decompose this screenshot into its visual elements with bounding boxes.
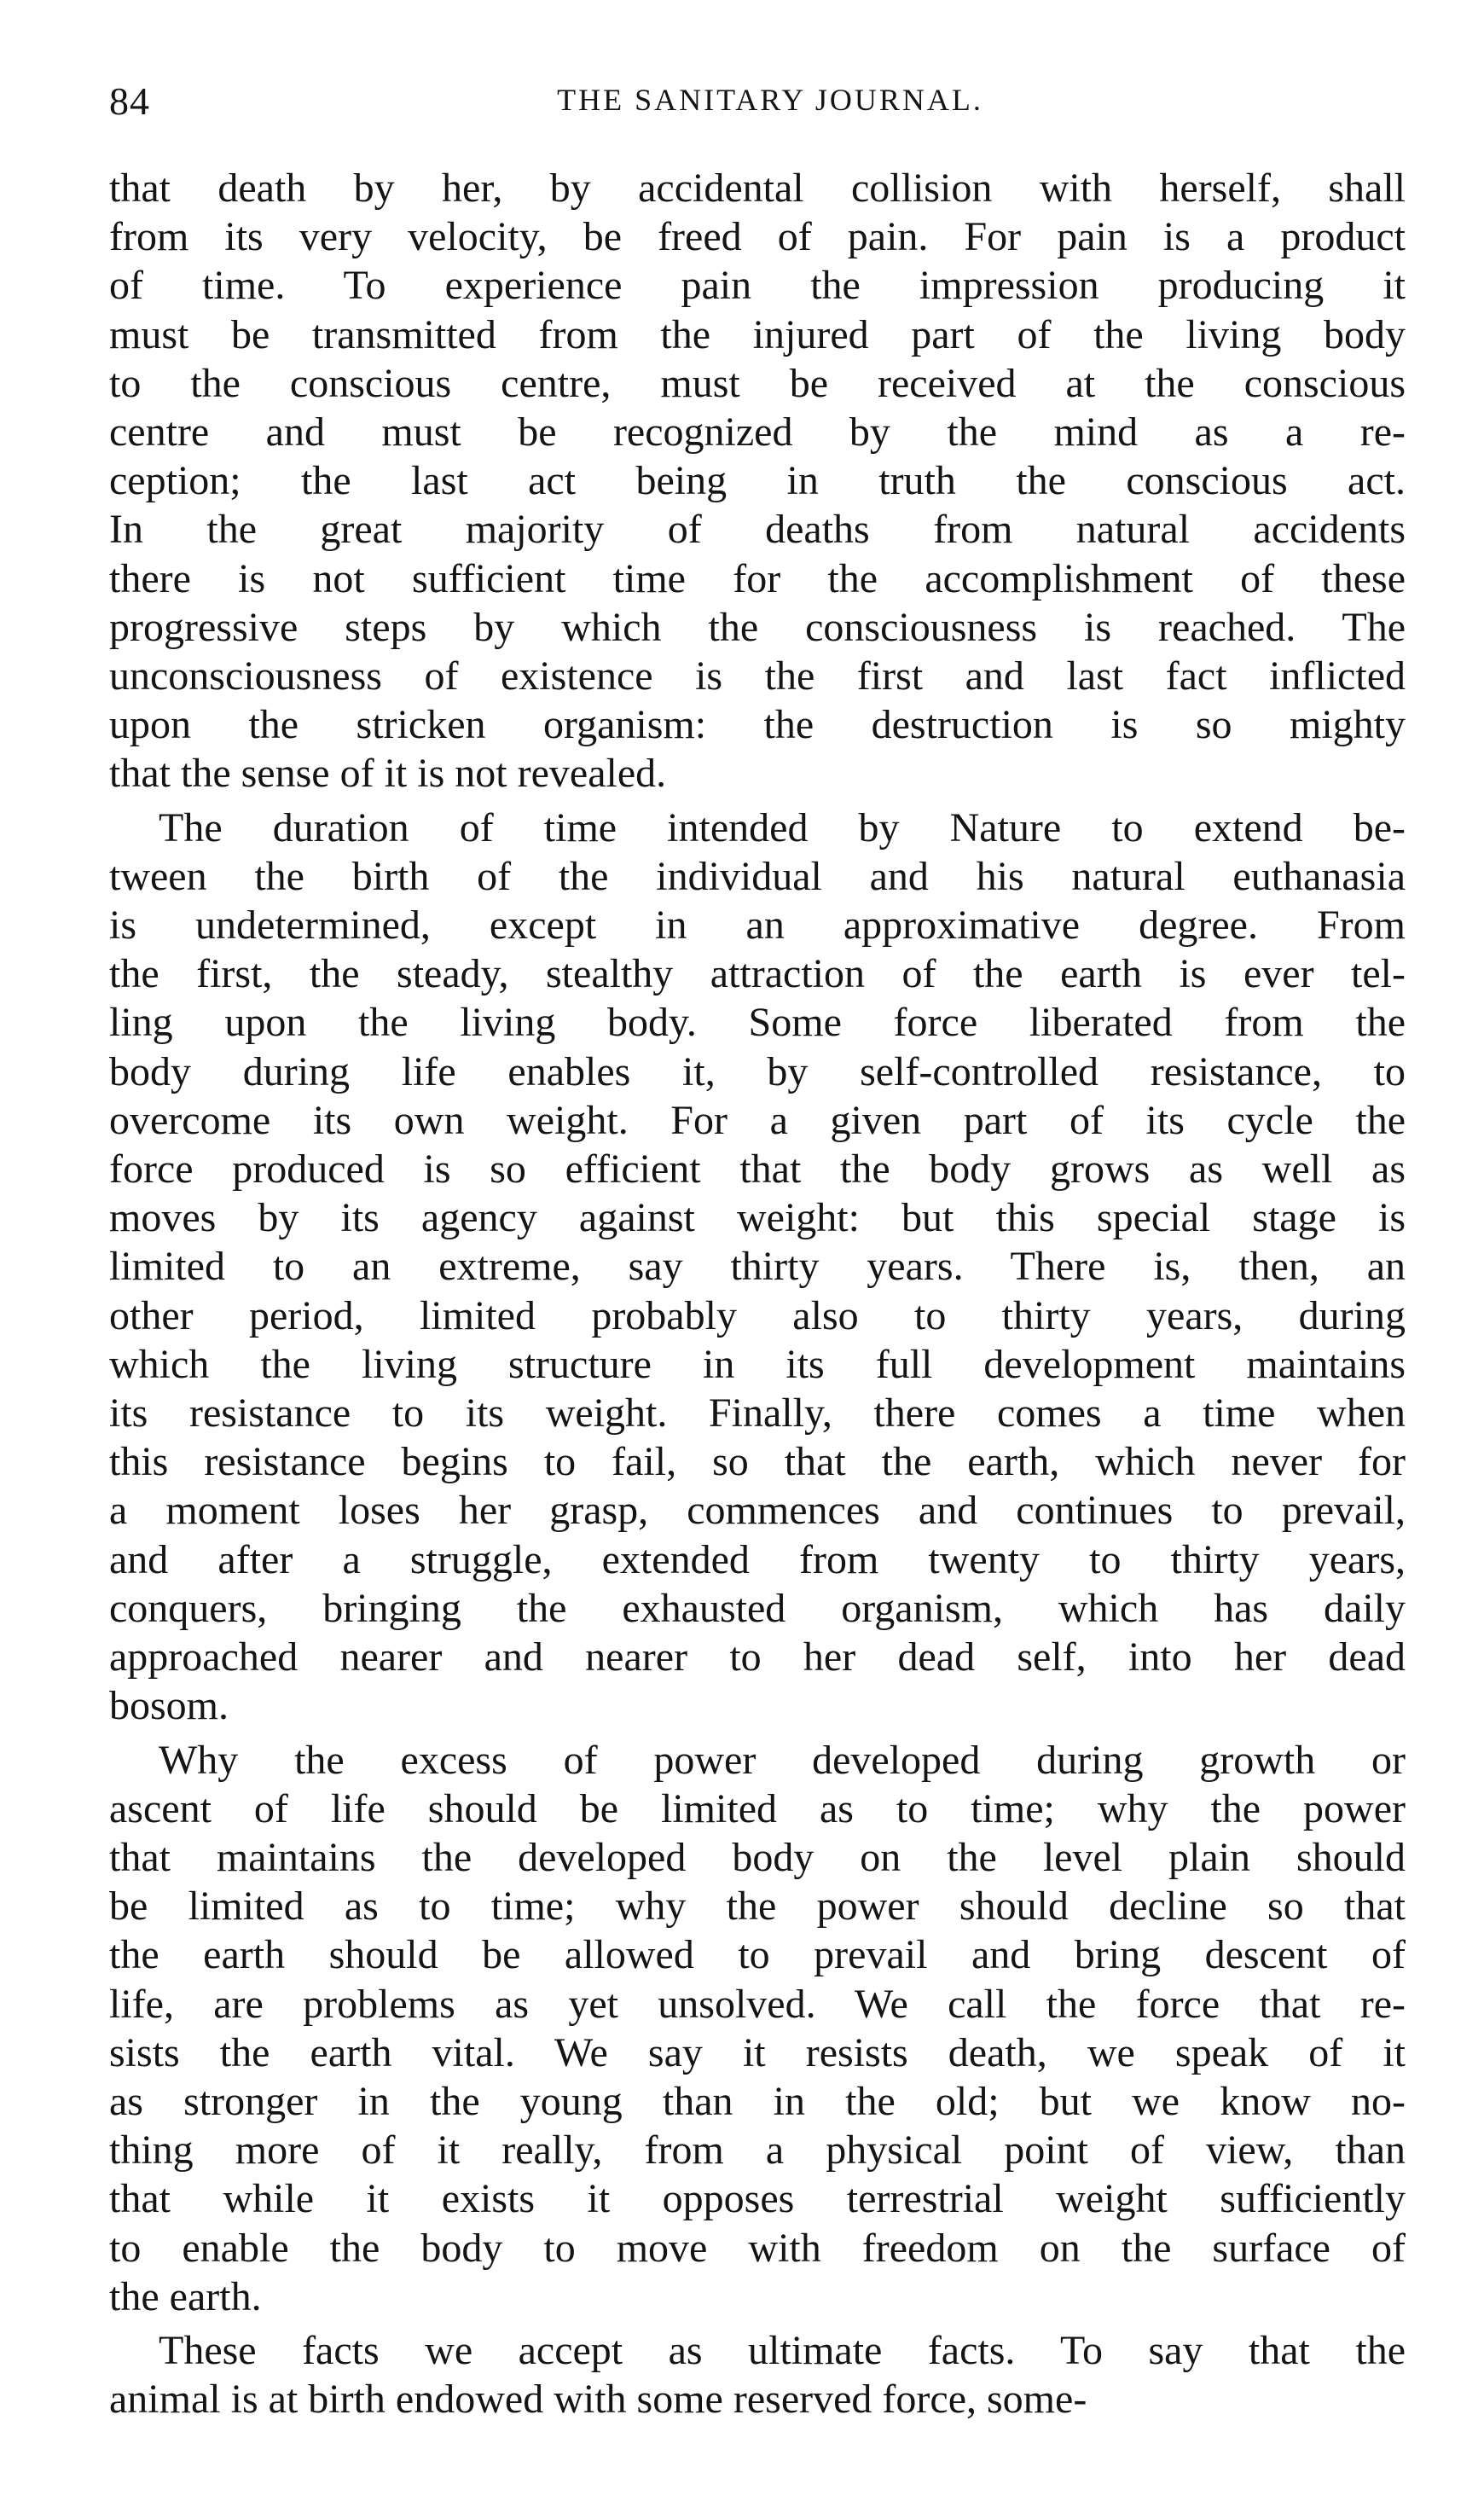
text-line: progressive steps by which the consciousness is reached. The bbox=[109, 604, 1406, 650]
text-line: a moment loses her grasp, commences and continues to prevail, bbox=[109, 1488, 1406, 1534]
text-line: and after a struggle, extended from twenty to thirty years, bbox=[109, 1536, 1406, 1582]
text-line: that maintains the developed body on the level plain should bbox=[109, 1834, 1406, 1880]
text-line: centre and must be recognized by the mind as a re- bbox=[109, 409, 1406, 456]
text-line: ception; the last act being in truth the conscious act. bbox=[109, 458, 1406, 504]
text-line: there is not sufficient time for the accomplishment of these bbox=[109, 555, 1406, 601]
text-line: force produced is so efficient that the body grows as well as bbox=[109, 1146, 1406, 1193]
text-line: that death by her, by accidental collision with herself, shall bbox=[109, 165, 1406, 211]
text-line: of time. To experience pain the impression producing it bbox=[109, 263, 1406, 309]
text-line: moves by its agency against weight: but this special stage is bbox=[109, 1195, 1406, 1241]
text-line: ascent of life should be limited as to time; why the power bbox=[109, 1785, 1406, 1831]
text-line: this resistance begins to fail, so that the earth, which never for bbox=[109, 1439, 1406, 1485]
text-line: is undetermined, except in an approximative degree. From bbox=[109, 903, 1406, 949]
page-header bbox=[109, 78, 1406, 130]
running-head: THE SANITARY JOURNAL. bbox=[557, 83, 983, 117]
text-line: to enable the body to move with freedom on the surface of bbox=[109, 2225, 1406, 2271]
text-line: limited to an extreme, say thirty years. There is, then, an bbox=[109, 1244, 1406, 1290]
text-line: the earth should be allowed to prevail and bring descent of bbox=[109, 1932, 1406, 1978]
paragraph bbox=[109, 2326, 1406, 2423]
text-line: body during life enables it, by self-controlled resistance, to bbox=[109, 1048, 1406, 1094]
text-line: In the great majority of deaths from natural accidents bbox=[109, 507, 1406, 553]
text-line: Why the excess of power developed during growth or bbox=[159, 1737, 1406, 1783]
text-line: upon the stricken organism: the destruction is so mighty bbox=[109, 702, 1406, 748]
text-line: These facts we accept as ultimate facts. To say that the bbox=[159, 2327, 1406, 2373]
text-line: the earth. bbox=[109, 2273, 262, 2319]
text-line: that while it exists it opposes terrestrial weight sufficiently bbox=[109, 2176, 1406, 2222]
text-line: tween the birth of the individual and his natural euthanasia bbox=[109, 853, 1406, 899]
text-line: The duration of time intended by Nature to extend be- bbox=[159, 804, 1406, 850]
text-line: to the conscious centre, must be received at the conscious bbox=[109, 360, 1406, 406]
text-line: bosom. bbox=[109, 1683, 229, 1729]
text-line: must be transmitted from the injured part of the living body bbox=[109, 311, 1406, 357]
text-line: sists the earth vital. We say it resists death, we speak of it bbox=[109, 2029, 1406, 2075]
text-line: unconsciousness of existence is the first and last fact inflicted bbox=[109, 653, 1406, 699]
text-line: life, are problems as yet unsolved. We call the force that re- bbox=[109, 1981, 1406, 2027]
text-line: animal is at birth endowed with some reserved force, some- bbox=[109, 2377, 1087, 2423]
text-line: be limited as to time; why the power should decline so that bbox=[109, 1883, 1406, 1930]
paragraph bbox=[109, 164, 1406, 798]
text-line: as stronger in the young than in the old; but we know no- bbox=[109, 2078, 1406, 2124]
text-line: conquers, bringing the exhausted organism, which has daily bbox=[109, 1585, 1406, 1631]
text-line: ling upon the living body. Some force liberated from the bbox=[109, 1000, 1406, 1046]
page-number: 84 bbox=[109, 79, 150, 123]
text-line: its resistance to its weight. Finally, there comes a time when bbox=[109, 1390, 1406, 1437]
paragraph bbox=[109, 804, 1406, 1731]
text-line: approached nearer and nearer to her dead self, into her dead bbox=[109, 1634, 1406, 1680]
paragraph bbox=[109, 1736, 1406, 2321]
text-line: which the living structure in its full development maintains bbox=[109, 1341, 1406, 1387]
body-text bbox=[109, 164, 1406, 2423]
text-line: other period, limited probably also to thirty years, during bbox=[109, 1292, 1406, 1338]
text-line: the first, the steady, stealthy attraction of the earth is ever tel- bbox=[109, 951, 1406, 997]
text-line: thing more of it really, from a physical point of view, than bbox=[109, 2127, 1406, 2174]
text-line: overcome its own weight. For a given part of its cycle the bbox=[109, 1097, 1406, 1143]
text-line: that the sense of it is not revealed. bbox=[109, 751, 667, 797]
text-line: from its very velocity, be freed of pain. For pain is a product bbox=[109, 214, 1406, 260]
